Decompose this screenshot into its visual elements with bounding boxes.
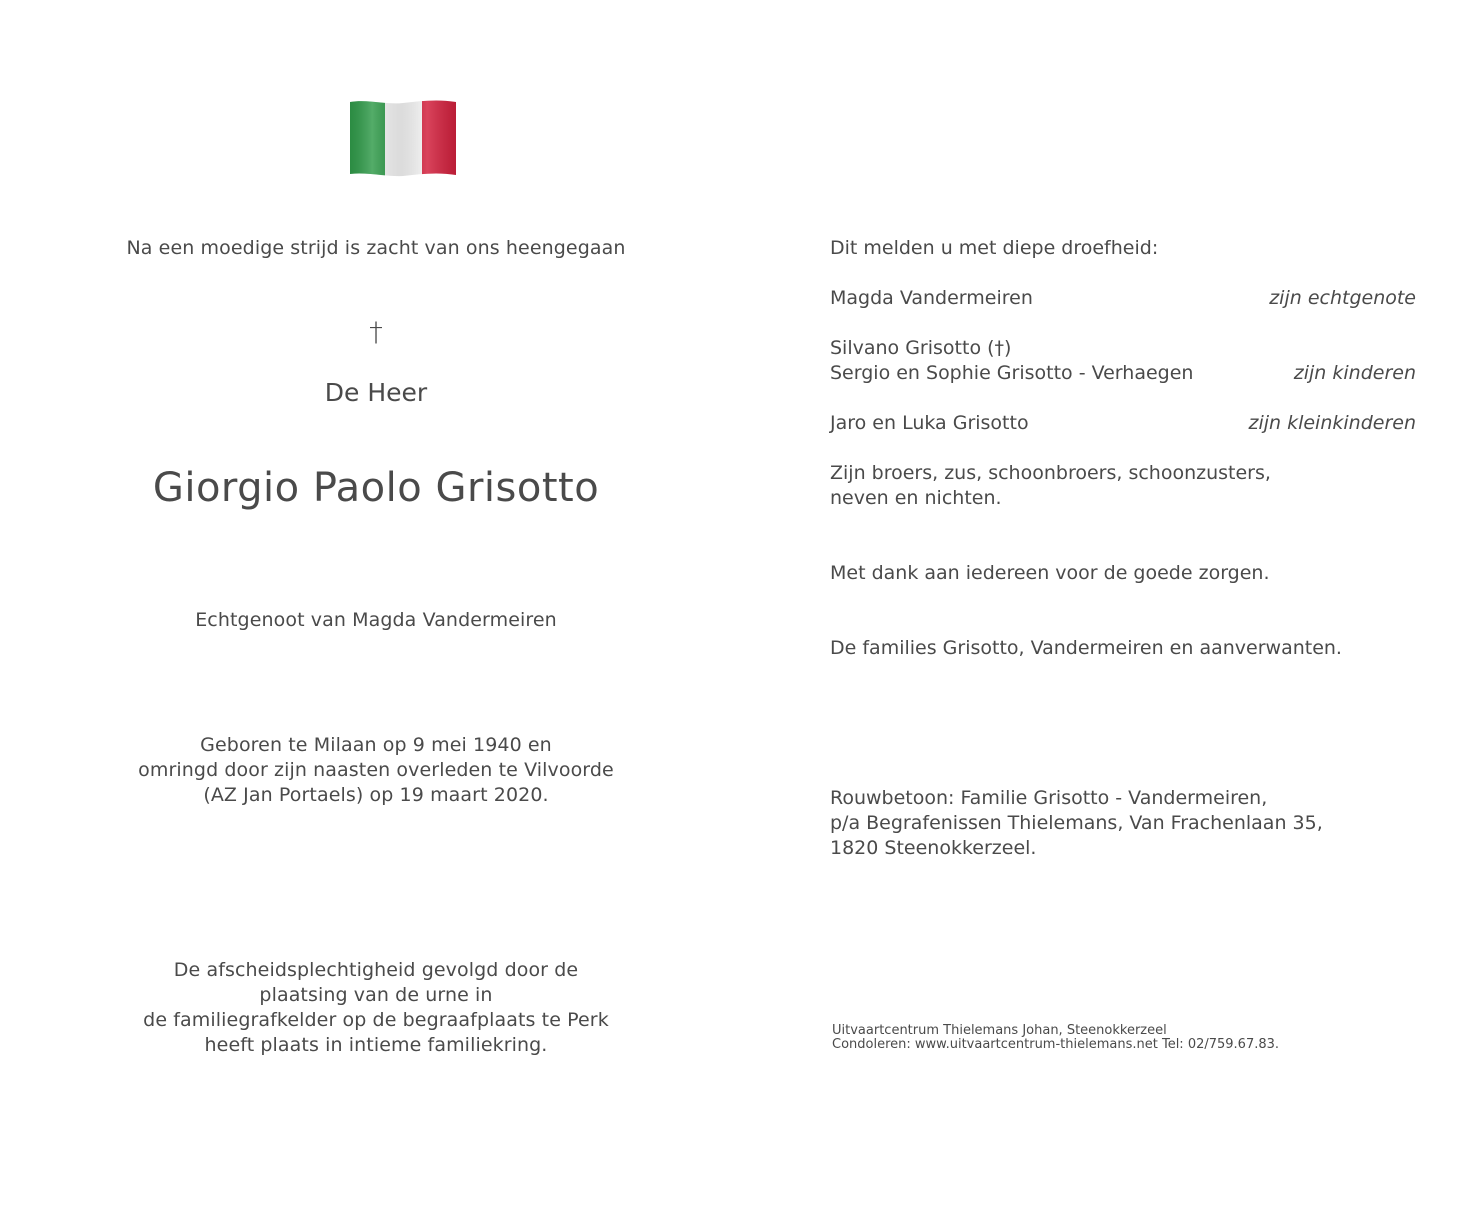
thanks-text: Met dank aan iedereen voor de goede zorgen. [830,562,1270,584]
families-text: De families Grisotto, Vandermeiren en aanverwanten. [830,637,1342,659]
deceased-name: Giorgio Paolo Grisotto [152,465,600,511]
relative-row-children [830,336,1416,386]
spouse-line: Echtgenoot van Magda Vandermeiren [195,609,557,631]
ceremony-text: De afscheidsplechtigheid gevolgd door de plaatsing van de urne in de familiegrafkelder op de begraafplaats te Perk heeft plaats in intieme familiekring. [143,959,609,1056]
relative-row-spouse [830,286,1416,311]
honorific-title: De Heer [324,378,428,407]
intro-text: Na een moedige strijd is zacht van ons heengegaan [126,237,626,259]
birth-death-text: Geboren te Milaan op 9 mei 1940 en omringd door zijn naasten overleden te Vilvoorde (AZ Jan Portaels) op 19 maart 2020. [138,734,614,806]
funeral-home-footer: Uitvaartcentrum Thielemans Johan, Steenokkerzeel Condoleren: www.uitvaartcentrum-thielemans.net Tel: 02/759.67.83. [832,1023,1280,1052]
relative-role: zijn kinderen [1293,362,1416,384]
relative-names: Magda Vandermeiren [830,287,1033,309]
cross-symbol: † [369,317,383,348]
announcement-text: Dit melden u met diepe droefheid: [830,237,1159,259]
relative-names: Jaro en Luka Grisotto [830,412,1029,434]
italian-flag-icon [348,99,458,177]
relative-role: zijn kleinkinderen [1248,412,1416,434]
relative-role: zijn echtgenote [1269,287,1416,309]
siblings-text: Zijn broers, zus, schoonbroers, schoonzusters, neven en nichten. [830,462,1271,509]
condolence-address: Rouwbetoon: Familie Grisotto - Vandermeiren, p/a Begrafenissen Thielemans, Van Frachenlaan 35, 1820 Steenokkerzeel. [830,787,1323,859]
relative-names: Silvano Grisotto (†) Sergio en Sophie Grisotto - Verhaegen [830,337,1194,384]
right-column [830,0,1416,1214]
relative-row-grandchildren [830,411,1416,436]
